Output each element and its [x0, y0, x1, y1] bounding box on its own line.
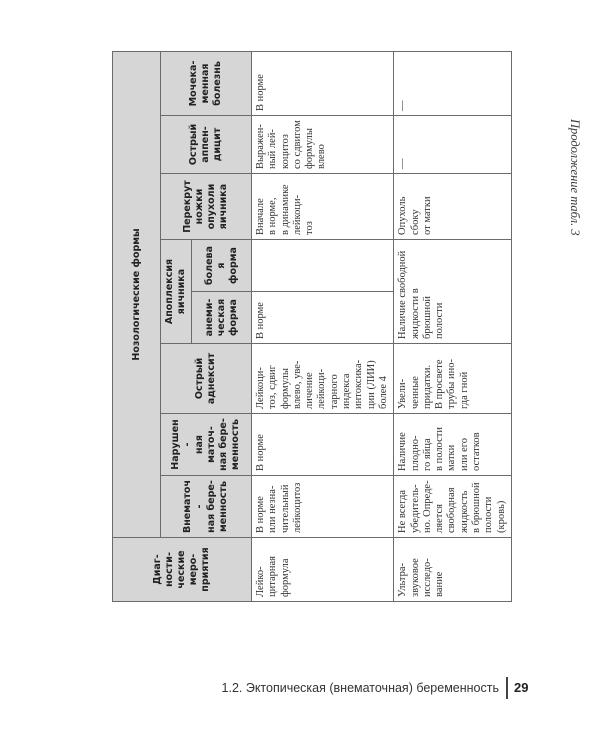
table-cell: Наличие плодно- го яйца в полости матки или его остатков — [394, 414, 512, 476]
diagnostic-table — [112, 51, 512, 602]
table-row — [394, 51, 512, 601]
header-adnexitis: Острый аднексит — [161, 344, 252, 414]
table-cell: — — [394, 51, 512, 115]
table-cell: Вначале в норме, в динамике лейкоци- тоз — [252, 174, 394, 240]
table-cell: Лейкоци- тоз, сдвиг формулы влево, уве- личение лейкоци- тарного индекса интоксика- ции (ЛИИ) более 4 — [252, 344, 394, 414]
running-section-title: 1.2. Эктопическая (внематочная) беременность — [221, 681, 499, 695]
page-number: 29 — [514, 680, 529, 695]
table-cell: В норме или незна- чительный лейкоцитоз — [252, 476, 394, 538]
table-cell: Наличие свободной жидкости в брюшной полости — [394, 240, 512, 344]
rotated-table-container — [112, 52, 507, 602]
table-row — [252, 51, 394, 601]
header-ovarian-torsion: Перекрут ножки опухоли яичника — [161, 174, 252, 240]
table-cell: — — [394, 116, 512, 174]
table-cell: Выражен- ный лей- коцитоз со сдвигом формулы влево — [252, 116, 394, 174]
footer-divider — [506, 677, 508, 699]
header-urolithiasis: Мочека- менная болезнь — [161, 51, 252, 115]
header-ovarian-apoplexy: Апоплексия яичника — [161, 240, 192, 344]
header-nosological-forms: Нозологические формы — [113, 51, 161, 537]
page-footer — [0, 677, 600, 701]
table-cell: Опухоль сбоку от матки — [394, 174, 512, 240]
table-cell: Не всегда убедитель- но. Опреде- ляется свободная жидкость в брюшной полости (кровь) — [394, 476, 512, 538]
row-label-leukocyte: Лейко- цитарная формула — [252, 538, 394, 602]
header-pain-form: болевая форма — [192, 240, 252, 292]
table-cell: В норме — [252, 292, 394, 344]
table-cell: В норме — [252, 414, 394, 476]
header-diagnostic-measures: Диаг- ности- ческие меро- приятия — [113, 538, 252, 602]
table-cell — [252, 240, 394, 292]
table-continued-caption: Продолжение табл. 3 — [568, 119, 582, 236]
table-cell: В норме — [252, 51, 394, 115]
row-label-ultrasound: Ультра- звуковое исследо- вание — [394, 538, 512, 602]
table-cell: Увели- ченные придатки. В просвете трубы ино- гда гной — [394, 344, 512, 414]
header-anemic-form: анеми- ческая форма — [192, 292, 252, 344]
header-ectopic: Внематоч- ная бере- менность — [161, 476, 252, 538]
header-disrupted-uterine: Нарушен- ная маточ- ная бере- менность — [161, 414, 252, 476]
header-appendicitis: Острый аппен- дицит — [161, 116, 252, 174]
